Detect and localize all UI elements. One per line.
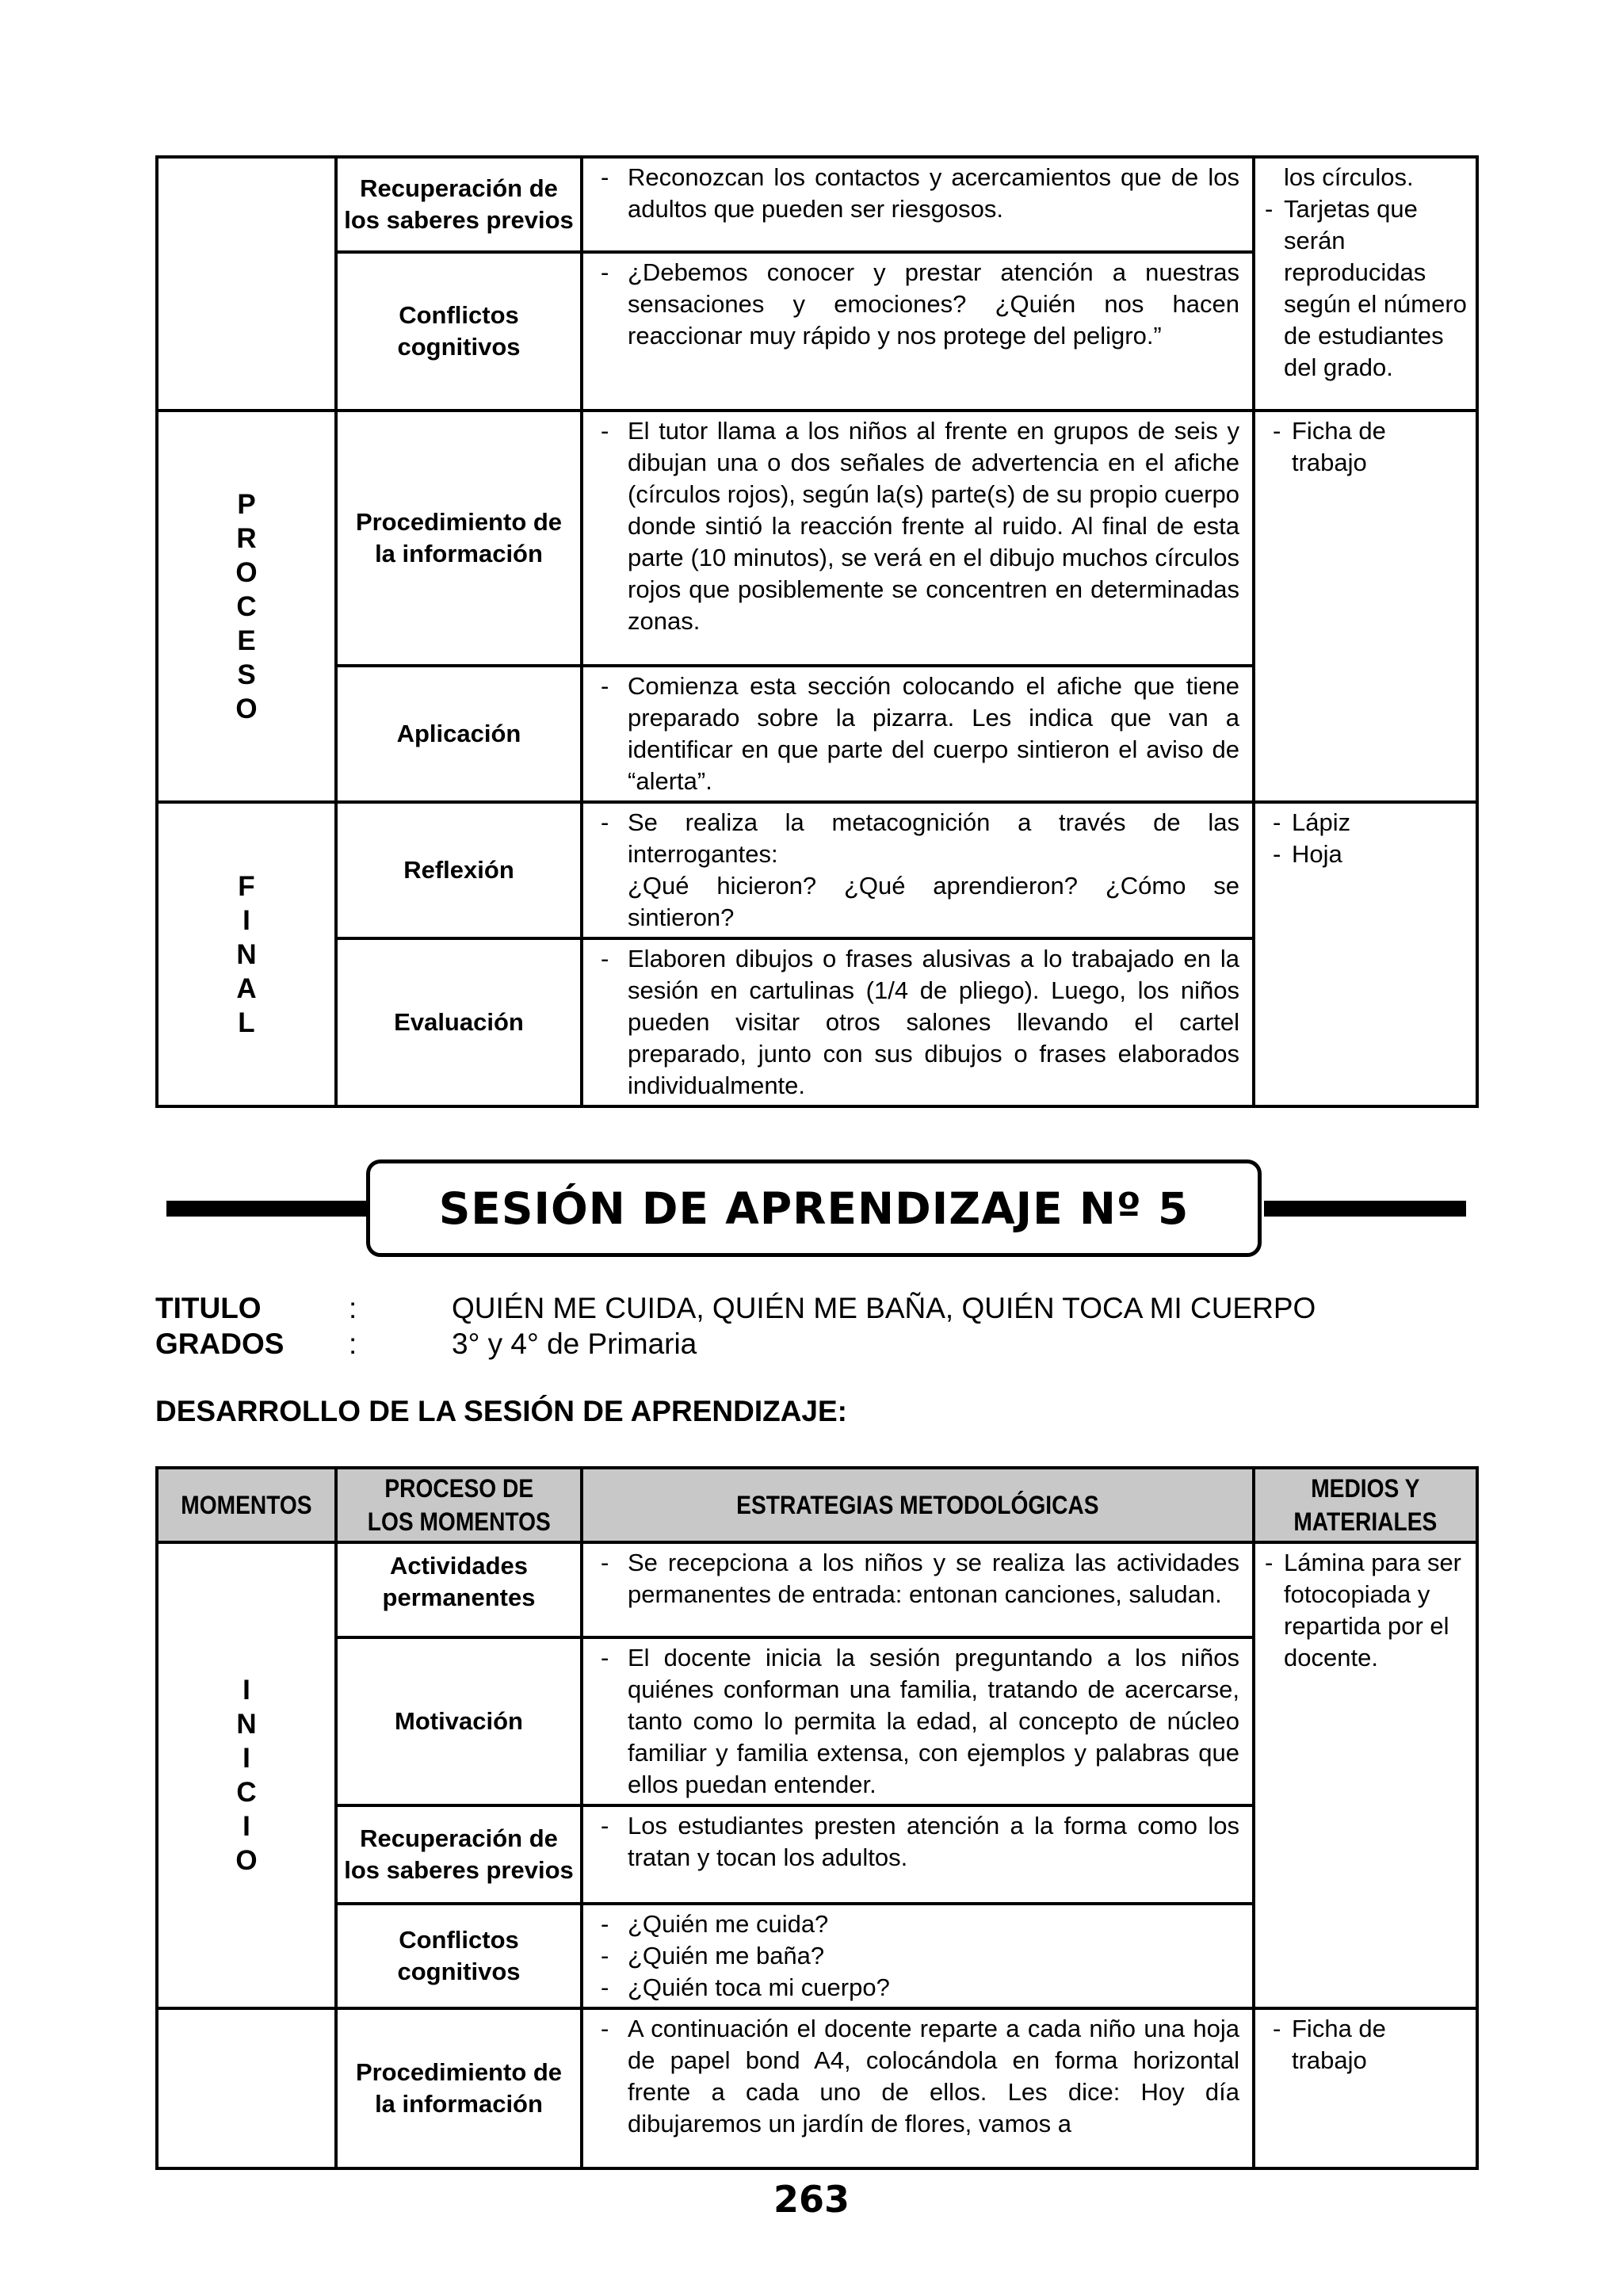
list-item: - Los estudiantes presten atención a la forma como los tratan y tocan los adultos. xyxy=(601,1812,1239,1871)
list-item: - Se recepciona a los niños y se realiza las actividades permanentes de entrada: entonan canciones, saludan. xyxy=(601,1549,1239,1608)
list-item: - ¿Quién toca mi cuerpo? xyxy=(601,1973,890,2001)
estrategia-reflexion xyxy=(582,802,1254,938)
list-item: - Lápiz xyxy=(1273,808,1351,836)
medios-proceso xyxy=(1254,411,1477,802)
proceso-recuperacion-2: Recuperación de los saberes previos xyxy=(336,1805,582,1904)
list-item: - ¿Quién me baña? xyxy=(601,1942,825,1969)
list-item: - Ficha de trabajo xyxy=(1273,417,1386,476)
estrategia-conflictos-2 xyxy=(582,1904,1254,2008)
list-item: - ¿Debemos conocer y prestar atención a nuestras sensaciones y emociones? ¿Quién nos hacen reaccionar muy rápido y nos protege del peligro.” xyxy=(601,258,1239,350)
banner-line-right xyxy=(1264,1201,1466,1217)
titulo-colon: : xyxy=(349,1292,357,1324)
header-momentos: MOMENTOS xyxy=(157,1468,336,1542)
list-item: - Ficha de trabajo xyxy=(1273,2015,1386,2074)
header-proceso: PROCESO DE LOS MOMENTOS xyxy=(336,1468,582,1542)
estrategia-procedimiento-2 xyxy=(582,2008,1254,2168)
list-item: - A continuación el docente reparte a cada niño una hoja de papel bond A4, colocándola en forma horizontal frente a cada uno de ellos. Les dice: Hoy día dibujaremos un jardín de flores, vamos a xyxy=(601,2015,1239,2137)
proceso-reflexion: Reflexión xyxy=(336,802,582,938)
page-number: 263 xyxy=(773,2178,850,2221)
proceso-procedimiento: Procedimiento de la información xyxy=(336,411,582,666)
session-title: SESIÓN DE APRENDIZAJE Nº 5 xyxy=(438,1182,1190,1234)
estrategia-motivacion xyxy=(582,1637,1254,1805)
proceso-conflictos: Conflictos cognitivos xyxy=(336,252,582,411)
medios-final xyxy=(1254,802,1477,1106)
grados-label: GRADOS xyxy=(155,1328,285,1360)
medios-inicio-2 xyxy=(1254,1542,1477,2008)
estrategia-actividades xyxy=(582,1542,1254,1637)
estrategia-evaluacion xyxy=(582,938,1254,1106)
grados-value: 3° y 4° de Primaria xyxy=(452,1328,697,1360)
medios-inicio: los círculos. - Tarjetas que serán reproducidas según el número de estudiantes del grado. xyxy=(1254,157,1477,411)
titulo-value: QUIÉN ME CUIDA, QUIÉN ME BAÑA, QUIÉN TOCA MI CUERPO xyxy=(452,1292,1316,1324)
proceso-evaluacion: Evaluación xyxy=(336,938,582,1106)
momento-final: F I N A L xyxy=(157,802,336,1106)
proceso-procedimiento-2: Procedimiento de la información xyxy=(336,2008,582,2168)
grados-colon: : xyxy=(349,1328,357,1360)
estrategia-recuperacion xyxy=(582,157,1254,252)
proceso-motivacion: Motivación xyxy=(336,1637,582,1805)
desarrollo-heading: DESARROLLO DE LA SESIÓN DE APRENDIZAJE: xyxy=(155,1395,848,1427)
proceso-recuperacion: Recuperación de los saberes previos xyxy=(336,157,582,252)
banner-line-left xyxy=(166,1201,372,1217)
list-item: - El tutor llama a los niños al frente en grupos de seis y dibujan una o dos señales de advertencia en el afiche (círculos rojos), según la(s) parte(s) de su propio cuerpo donde sintió la reacción frente al ruido. Al final de esta parte (10 minutos), se verá en el dibujo muchos círculos rojos que posiblemente se concentren en determinadas zonas. xyxy=(601,417,1239,635)
list-item: - Comienza esta sección colocando el afiche que tiene preparado sobre la pizarra. Les indica que van a identificar en que parte del cuerpo sintieron el aviso de “alerta”. xyxy=(601,672,1239,795)
list-item: - Hoja xyxy=(1273,840,1342,868)
session-banner xyxy=(366,1159,1262,1257)
estrategia-conflictos xyxy=(582,252,1254,411)
list-item: - Se realiza la metacognición a través de las interrogantes: ¿Qué hicieron? ¿Qué aprendieron? ¿Cómo se sintieron? xyxy=(601,808,1239,931)
header-medios: MEDIOS Y MATERIALES xyxy=(1254,1468,1477,1542)
estrategia-recuperacion-2 xyxy=(582,1805,1254,1904)
medios-proceso-2 xyxy=(1254,2008,1477,2168)
list-item: - ¿Quién me cuida? xyxy=(601,1910,829,1938)
momento-proceso: P R O C E S O xyxy=(157,411,336,802)
session-5-table xyxy=(155,1466,1479,2170)
titulo-label: TITULO xyxy=(155,1292,262,1324)
estrategia-procedimiento xyxy=(582,411,1254,666)
momento-proceso-2 xyxy=(157,2008,336,2168)
header-estrategias: ESTRATEGIAS METODOLÓGICAS xyxy=(582,1468,1254,1542)
list-item: - Elaboren dibujos o frases alusivas a lo trabajado en la sesión en cartulinas (1/4 de pliego). Luego, los niños pueden visitar otros salones llevando el cartel preparado, junto con sus dibujos o frases elaborados individualmente. xyxy=(601,945,1239,1099)
momento-inicio: I N I C I O xyxy=(157,1542,336,2008)
list-item: - Tarjetas que serán reproducidas según el número de estudiantes del grado. xyxy=(1265,195,1467,381)
proceso-actividades: Actividades permanentes xyxy=(336,1542,582,1637)
estrategia-aplicacion xyxy=(582,666,1254,802)
session-table-continued xyxy=(155,155,1479,1108)
list-item: - El docente inicia la sesión preguntando a los niños quiénes conforman una familia, tratando de acercarse, tanto como lo permita la edad, al concepto de núcleo familiar y familia extensa, con ejemplos y palabras que ellos puedan entender. xyxy=(601,1644,1239,1798)
momento-inicio-cell xyxy=(157,157,336,411)
proceso-conflictos-2: Conflictos cognitivos xyxy=(336,1904,582,2008)
list-item: - Reconozcan los contactos y acercamientos que de los adultos que pueden ser riesgosos. xyxy=(601,163,1239,223)
list-item: - Lámina para ser fotocopiada y repartida por el docente. xyxy=(1265,1549,1462,1671)
proceso-aplicacion: Aplicación xyxy=(336,666,582,802)
